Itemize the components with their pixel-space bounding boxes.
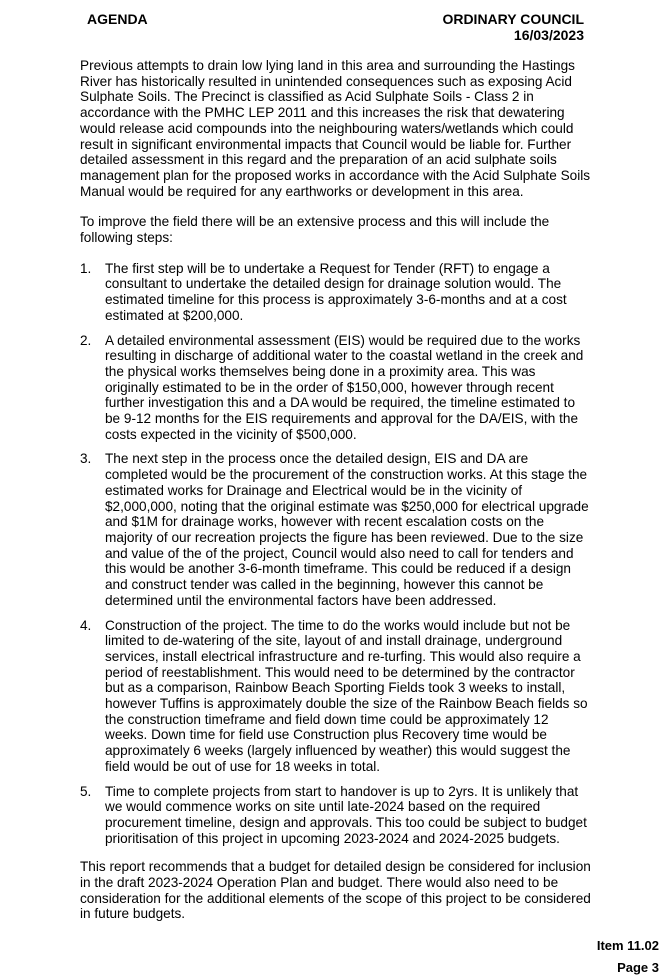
list-item-text: Construction of the project. The time to do the works would include but not be limited to de-watering of the site, layout of and install drainage, underground services, install electrical infrastructure and re-turfing. This would also require a period of reestablishment. This would need to be determined by the contractor but as a comparison, Rainbow Beach Sporting Fields took 3 weeks to install, however Tuffins is approximately double the size of the Rainbow Beach fields so the construction timeframe and field down time could be approximately 12 weeks. Down time for field use Construction plus Recovery time would be approximately 6 weeks (largely influenced by weather) this would suggest the field would be out of use for 18 weeks in total. bbox=[105, 617, 588, 774]
list-item-number: 1. bbox=[80, 260, 92, 276]
list-item-number: 2. bbox=[80, 332, 92, 348]
list-item-text: A detailed environmental assessment (EIS) would be required due to the works resulting in discharge of additional water to the coastal wetland in the creek and the physical works themselves being done in a proximity area. This was originally estimated to be in the order of $150,000, however through recent further investigation this and a DA would be required, the timeline estimated to be 9-12 months for the EIS requirements and approval for the DA/EIS, with the costs expected in the vicinity of $500,000. bbox=[105, 332, 584, 442]
list-item-text: The next step in the process once the detailed design, EIS and DA are completed would be the procurement of the construction works. At this stage the estimated works for Drainage and Electrical would be in the vicinity of $2,000,000, noting that the original estimate was $250,000 for electrical upgrade and $1M for drainage works, however with recent escalation costs on the majority of our recreation projects the figure has been reviewed. Due to the size and value of the of the project, Council would also need to call for tenders and this would be another 3-6-month timeframe. This could be reduced if a design and construct tender was called in the beginning, however this cannot be determined until the environmental factors have been addressed. bbox=[105, 451, 589, 608]
item-number: Item 11.02 bbox=[596, 938, 659, 953]
meeting-name: ORDINARY COUNCIL bbox=[442, 11, 584, 27]
steps-list bbox=[80, 261, 592, 847]
paragraph-acid-sulphate-soils: Previous attempts to drain low lying land in this area and surrounding the Hastings River has historically resulted in unintended consequences such as exposing Acid Sulphate Soils. The Precinct is classified as Acid Sulphate Soils - Class 2 in accordance with the PMHC LEP 2011 and this increases the risk that dewatering would release acid compounds into the neighbouring waters/wetlands which could result in significant environmental impacts that Council would be liable for. Further detailed assessment in this regard and the preparation of an acid sulphate soils management plan for the proposed works in accordance with the Acid Sulphate Soils Manual would be required for any earthworks or development in this area. bbox=[80, 58, 591, 199]
paragraph-steps-intro: To improve the field there will be an extensive process and this will include the following steps: bbox=[80, 214, 550, 246]
list-item bbox=[80, 618, 592, 775]
paragraph-recommendation: This report recommends that a budget for detailed design be considered for inclusion in the draft 2023-2024 Operation Plan and budget. There would also need to be consideration for the additional elements of the scope of this project to be considered in future budgets. bbox=[80, 859, 591, 922]
page-number: Page 3 bbox=[617, 960, 659, 975]
list-item bbox=[80, 333, 592, 443]
list-item-text: Time to complete projects from start to handover is up to 2yrs. It is unlikely that we would commence works on site until late-2024 based on the required procurement timeline, design and approvals. This too could be subject to budget prioritisation of this project in upcoming 2023-2024 and 2024-2025 budgets. bbox=[105, 783, 587, 846]
meeting-date: 16/03/2023 bbox=[513, 27, 584, 43]
list-item-text: The first step will be to undertake a Request for Tender (RFT) to engage a consultant to undertake the detailed design for drainage solution would. The estimated timeline for this process is approximately 3-6-months and at a cost estimated at $200,000. bbox=[105, 260, 567, 323]
list-item bbox=[80, 784, 592, 847]
list-item bbox=[80, 261, 592, 324]
list-item-number: 4. bbox=[80, 617, 92, 633]
list-item-number: 5. bbox=[80, 783, 92, 799]
meeting-info bbox=[442, 11, 584, 43]
list-item bbox=[80, 451, 592, 608]
agenda-heading: AGENDA bbox=[87, 11, 148, 27]
document-body bbox=[80, 58, 592, 922]
list-item-number: 3. bbox=[80, 451, 92, 467]
